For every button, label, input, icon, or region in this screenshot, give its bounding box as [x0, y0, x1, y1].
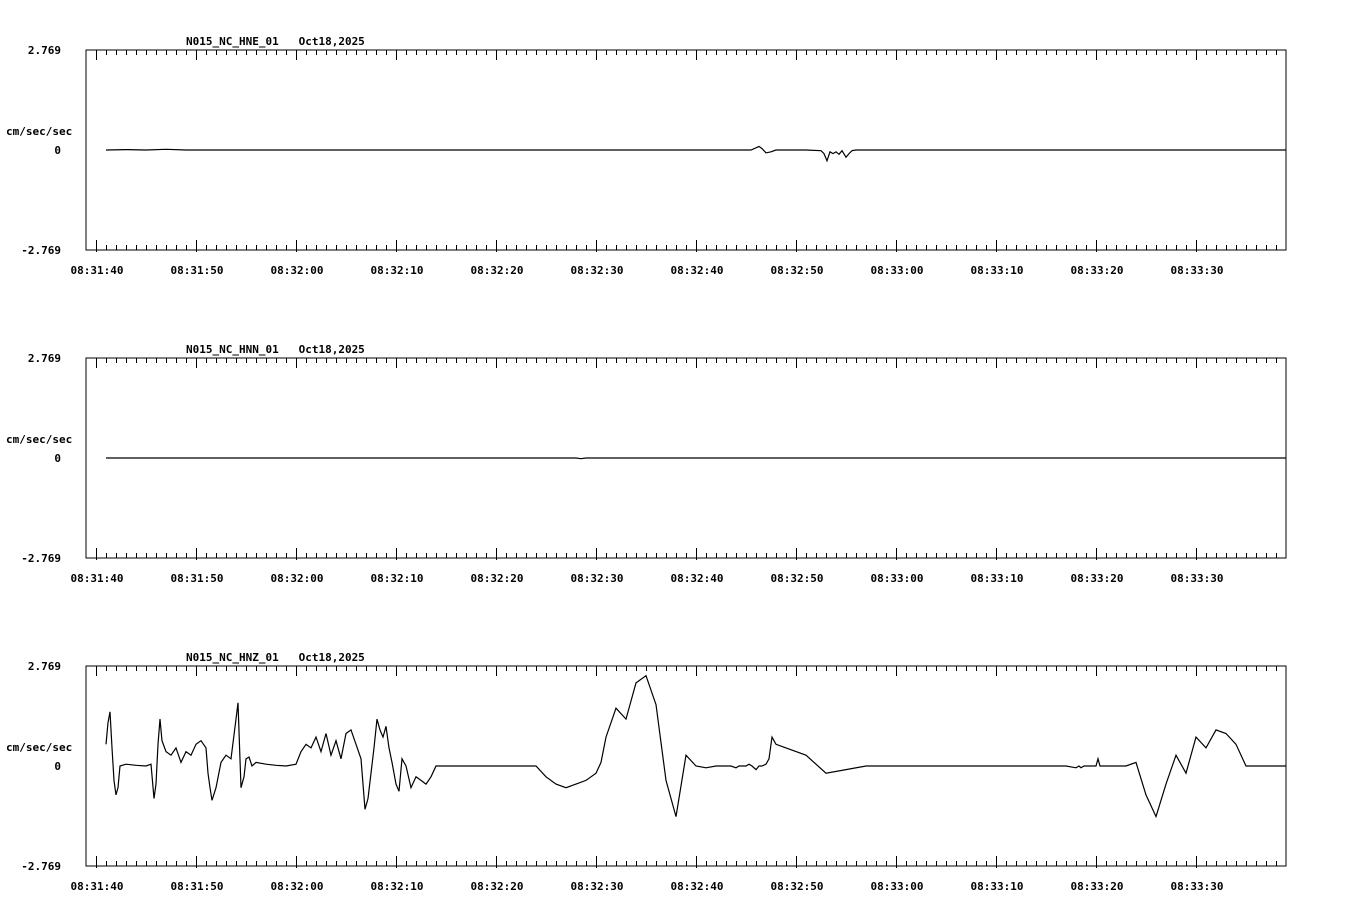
x-tick-label: 08:33:00	[870, 264, 924, 277]
y-max-label: 2.769	[27, 352, 61, 365]
x-tick-label: 08:32:10	[370, 572, 424, 585]
y-zero-label: 0	[54, 760, 61, 773]
series-line	[106, 146, 1286, 160]
x-tick-label: 08:32:50	[770, 572, 824, 585]
x-tick-label: 08:33:00	[870, 572, 924, 585]
x-tick-label: 08:32:10	[370, 880, 424, 893]
x-tick-label: 08:32:00	[270, 880, 324, 893]
x-tick-label: 08:33:30	[1170, 880, 1224, 893]
x-tick-label: 08:32:00	[270, 572, 324, 585]
y-axis-label: cm/sec/sec	[6, 741, 73, 754]
x-tick-label: 08:33:00	[870, 880, 924, 893]
x-tick-label: 08:33:10	[970, 572, 1024, 585]
x-tick-label: 08:32:10	[370, 264, 424, 277]
x-tick-label: 08:32:30	[570, 880, 624, 893]
y-zero-label: 0	[54, 452, 61, 465]
x-tick-label: 08:31:40	[70, 264, 124, 277]
x-tick-label: 08:33:30	[1170, 264, 1224, 277]
x-tick-label: 08:33:30	[1170, 572, 1224, 585]
x-tick-label: 08:31:50	[170, 880, 224, 893]
x-tick-label: 08:32:20	[470, 880, 524, 893]
y-min-label: -2.769	[21, 552, 61, 565]
x-tick-label: 08:32:40	[670, 880, 724, 893]
x-tick-label: 08:33:10	[970, 880, 1024, 893]
x-tick-label: 08:33:20	[1070, 572, 1124, 585]
chart-title: N015_NC_HNN_01 Oct18,2025	[186, 343, 365, 356]
x-tick-label: 08:33:10	[970, 264, 1024, 277]
y-max-label: 2.769	[27, 44, 61, 57]
y-min-label: -2.769	[21, 860, 61, 873]
x-tick-label: 08:32:40	[670, 572, 724, 585]
x-tick-label: 08:33:20	[1070, 880, 1124, 893]
x-tick-label: 08:32:40	[670, 264, 724, 277]
x-tick-label: 08:31:50	[170, 572, 224, 585]
chart-panel-1	[6, 35, 1286, 277]
chart-title: N015_NC_HNZ_01 Oct18,2025	[186, 651, 365, 664]
series-line	[106, 676, 1286, 817]
x-tick-label: 08:32:50	[770, 264, 824, 277]
x-tick-label: 08:32:30	[570, 264, 624, 277]
y-min-label: -2.769	[21, 244, 61, 257]
x-tick-label: 08:32:00	[270, 264, 324, 277]
y-zero-label: 0	[54, 144, 61, 157]
chart-panel-2	[6, 343, 1286, 585]
y-max-label: 2.769	[27, 660, 61, 673]
y-axis-label: cm/sec/sec	[6, 433, 73, 446]
chart-panel-3	[6, 651, 1286, 893]
x-tick-label: 08:32:20	[470, 264, 524, 277]
chart-title: N015_NC_HNE_01 Oct18,2025	[186, 35, 365, 48]
x-tick-label: 08:32:50	[770, 880, 824, 893]
x-tick-label: 08:32:20	[470, 572, 524, 585]
x-tick-label: 08:32:30	[570, 572, 624, 585]
y-axis-label: cm/sec/sec	[6, 125, 73, 138]
x-tick-label: 08:31:50	[170, 264, 224, 277]
x-tick-label: 08:31:40	[70, 880, 124, 893]
series-line	[106, 458, 1286, 459]
x-tick-label: 08:31:40	[70, 572, 124, 585]
x-tick-label: 08:33:20	[1070, 264, 1124, 277]
